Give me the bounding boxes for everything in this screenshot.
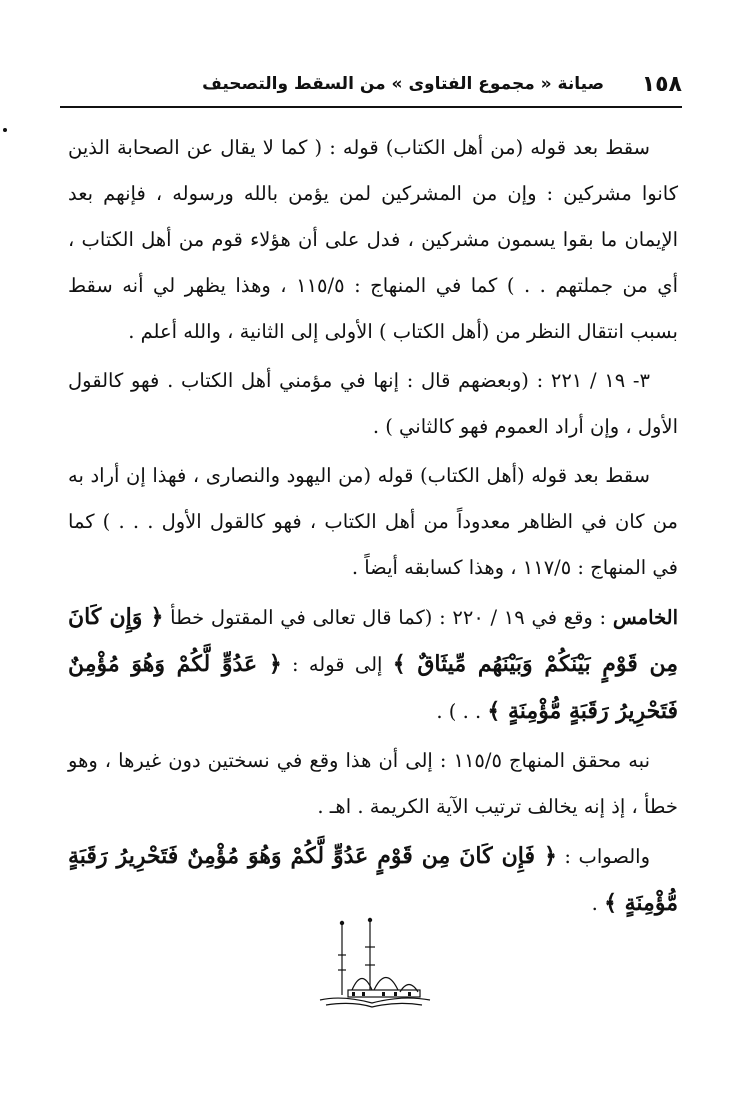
page-header bbox=[60, 72, 682, 108]
paragraph-6-text-b: . bbox=[591, 892, 598, 915]
paragraph-4-text-c: . . ) . bbox=[436, 700, 482, 723]
quran-verse-2: ﴿ عَدُوٍّ لَّكُمْ وَهُوَ مُؤْمِنٌ فَتَحْرِيرُ رَقَبَةٍ مُّؤْمِنَةٍ ﴾ bbox=[68, 651, 678, 724]
paragraph-4-text-b: إلى قوله : bbox=[292, 653, 383, 676]
running-title: صيانة « مجموع الفتاوى » من السقط والتصحيف bbox=[202, 74, 604, 94]
paragraph-4 bbox=[68, 594, 678, 735]
mosque-ornament-icon bbox=[312, 915, 437, 1010]
paragraph-3: سقط بعد قوله (أهل الكتاب) قوله (من اليهود والنصارى ، فهذا إن أراد به من كان في الظاهر معدوداً من أهل الكتاب ، فهو كالقول الأول . . . ) كما في المنهاج : ١١٧/٥ ، وهذا كسابقه أيضاً . bbox=[68, 464, 678, 579]
paragraph-2: ٣- ١٩ / ٢٢١ : (وبعضهم قال : إنها في مؤمني أهل الكتاب . فهو كالقول الأول ، وإن أراد العموم فهو كالثاني ) . bbox=[68, 369, 678, 438]
page-number: ١٥٨ bbox=[641, 72, 682, 97]
quran-verse-1: ﴿ وَإِن كَانَ مِن قَوْمٍ بَيْنَكُمْ وَبَيْنَهُم مِّيثَاقٌ ﴾ bbox=[68, 604, 679, 677]
paragraph-6-text-a: والصواب : bbox=[564, 845, 650, 868]
paragraph-1: سقط بعد قوله (من أهل الكتاب) قوله : ( كما لا يقال عن الصحابة الذين كانوا مشركين : وإن من المشركين لمن يؤمن بالله ورسوله ، فإنهم بعد الإيمان ما بقوا يسمون مشركين ، فدل على أن هؤلاء قوم من أهل الكتاب ، أي من جملتهم . . ) كما في المنهاج : ١١٥/٥ ، وهذا يظهر لي أنه سقط بسبب انتقال النظر من (أهل الكتاب ) الأولى إلى الثانية ، والله أعلم . bbox=[68, 136, 678, 343]
section-lead: الخامس bbox=[612, 606, 679, 629]
paragraph-4-text-a: : وقع في ١٩ / ٢٢٠ : (كما قال تعالى في المقتول خطأ bbox=[170, 606, 607, 629]
page-body bbox=[68, 125, 678, 930]
paragraph-6 bbox=[68, 833, 678, 927]
margin-dot bbox=[3, 128, 7, 132]
quran-verse-3: ﴿ فَإِن كَانَ مِن قَوْمٍ عَدُوٍّ لَّكُمْ وَهُوَ مُؤْمِنٌ فَتَحْرِيرُ رَقَبَةٍ مُّؤْمِنَةٍ ﴾ bbox=[68, 843, 678, 916]
paragraph-5: نبه محقق المنهاج ١١٥/٥ : إلى أن هذا وقع في نسختين دون غيرها ، وهو خطأ ، إذ إنه يخالف ترتيب الآية الكريمة . اهـ . bbox=[68, 749, 678, 818]
